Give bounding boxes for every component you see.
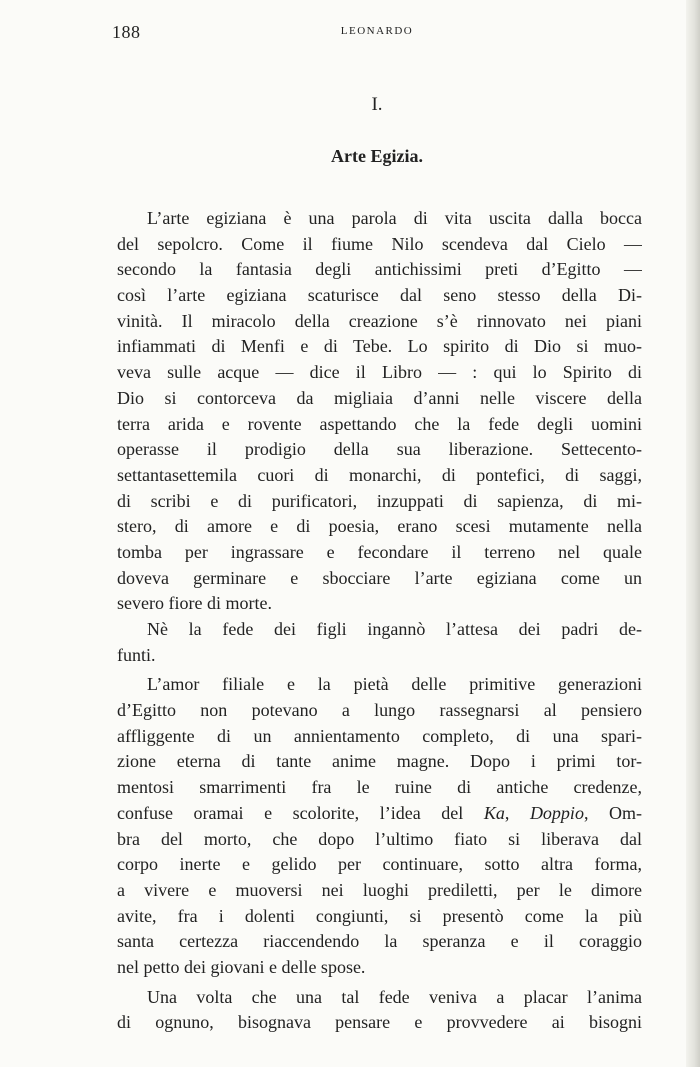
text-line: bra del morto, che dopo l’ultimo fiato si liberava dal — [117, 828, 642, 849]
text-fragment: , — [504, 802, 530, 823]
text-line: vinità. Il miracolo della creazione s’è rinnovato nei piani — [117, 310, 642, 331]
body-text — [117, 206, 642, 1036]
text-fragment: , Om- — [583, 802, 642, 823]
text-line: stero, di amore e di poesia, erano scesi mutamente nella — [117, 516, 642, 537]
text-line: zione eterna di tante anime magne. Dopo i primi tor- — [117, 751, 642, 772]
text-line: veva sulle acque — dice il Libro — : qui lo Spirito di — [117, 362, 642, 383]
text-line: L’amor filiale e la pietà delle primitive generazioni — [147, 674, 642, 695]
text-line: infiammati di Menfi e di Tebe. Lo spirito di Dio si muo- — [117, 336, 642, 357]
running-title: LEONARDO — [340, 25, 414, 37]
text-line: Una volta che una tal fede veniva a placar l’anima — [147, 986, 642, 1007]
text-line: mentosi smarrimenti fra le ruine di antiche credenze, — [117, 777, 642, 798]
text-line: settantasettemila cuori di monarchi, di pontefici, di saggi, — [117, 464, 642, 485]
text-line: operasse il prodigio della sua liberazione. Settecento- — [117, 439, 642, 460]
italic-term-doppio: Doppio — [529, 802, 584, 823]
text-line: secondo la fantasia degli antichissimi preti d’Egitto — — [117, 259, 642, 280]
text-line: così l’arte egiziana scaturisce dal seno stesso della Di- — [117, 285, 642, 306]
text-fragment: confuse oramai e scolorite, l’idea del — [117, 802, 484, 823]
text-line: Nè la fede dei figli ingannò l’attesa dei padri de- — [147, 619, 642, 639]
text-line: del sepolcro. Come il fiume Nilo scendeva dal Cielo — — [117, 233, 642, 254]
chapter-number: I. — [371, 94, 383, 115]
text-line: terra arida e rovente aspettando che la fede degli uomini — [117, 413, 642, 434]
text-line: funti. — [117, 644, 156, 665]
text-line: severo fiore di morte. — [117, 593, 272, 614]
running-head — [112, 22, 642, 46]
text-line: d’Egitto non potevano a lungo rassegnarsi al pensiero — [117, 700, 642, 721]
text-line: Dio si contorceva da migliaia d’anni nelle viscere della — [117, 387, 642, 408]
text-line: di ognuno, bisognava pensare e provvedere ai bisogni — [117, 1012, 642, 1033]
text-line: a vivere e muoversi nei luoghi prediletti, per le dimore — [117, 879, 642, 900]
text-line: di scribi e di purificatori, inzuppati di sapienza, di mi- — [117, 490, 642, 511]
text-line: tomba per ingrassare e fecondare il terreno nel quale — [117, 541, 642, 562]
page-number: 188 — [112, 22, 141, 42]
text-line: affliggente di un annientamento completo, di una spari- — [117, 725, 642, 746]
text-line: avite, fra i dolenti congiunti, si presentò come la più — [117, 905, 642, 926]
text-line: doveva germinare e sbocciare l’arte egiziana come un — [117, 567, 642, 588]
text-line: nel petto dei giovani e delle spose. — [117, 956, 366, 977]
text-line-ka — [117, 801, 642, 827]
italic-term-ka: Ka — [483, 802, 505, 823]
text-line: corpo inerte e gelido per continuare, sotto altra forma, — [117, 854, 642, 875]
text-line: L’arte egiziana è una parola di vita uscita dalla bocca — [147, 208, 642, 228]
text-line: santa certezza riaccendendo la speranza e il coraggio — [117, 931, 642, 952]
page-edge-shadow — [686, 0, 700, 1067]
chapter-title: Arte Egizia. — [331, 146, 423, 166]
